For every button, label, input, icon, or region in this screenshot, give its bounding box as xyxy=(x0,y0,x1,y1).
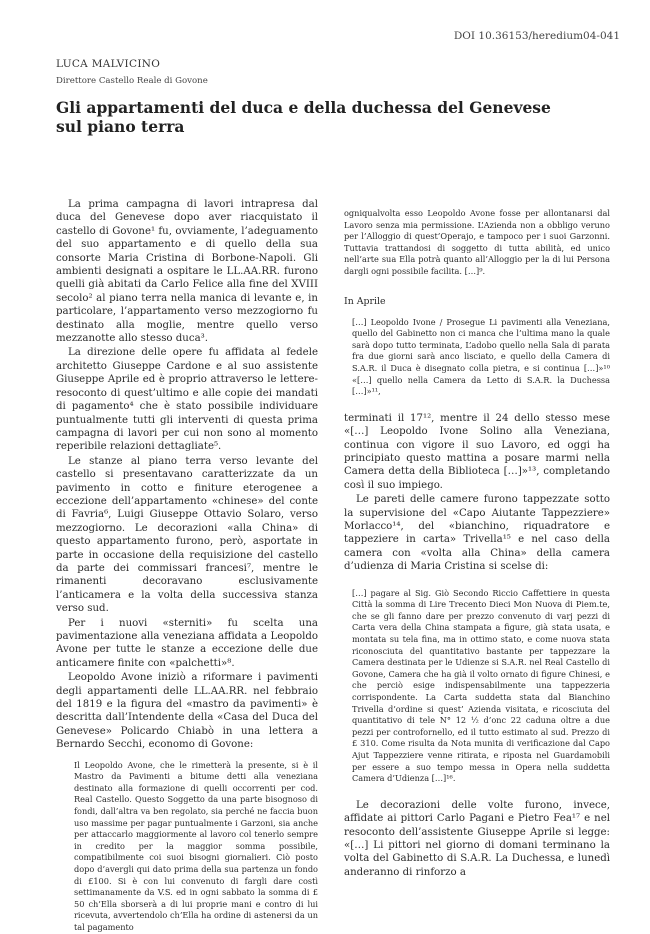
author-role: Direttore Castello Reale di Govone xyxy=(56,76,208,86)
paragraph-2: La direzione delle opere fu affidata al fedele architetto Giuseppe Cardone e al suo assistente Giuseppe Aprile ed è proprio attraverso le lettere-resoconto di quest’ultimo e alle copie dei mandati di pagamento⁴ che è stato possibile individuare puntualmente tutti gli interventi di questa prima campagna di lavori per cui non sono al momento reperibile relazioni dettagliate⁵. xyxy=(56,347,318,453)
paragraph-1: La prima campagna di lavori intrapresa dal duca del Genevese dopo aver riacquistato il castello di Govone¹ fu, ovviamente, l’adeguamento del suo appartamento e di quello della sua consorte Maria Cristina di Borbone-Napoli. Gli ambienti designati a ospitare le LL.AA.RR. furono quelli già abitati da Carlo Felice alla fine del XVIII secolo² al piano terra nella manica di levante e, in particolare, l’appartamento verso mezzogiorno fu destinato alla moglie, mentre quello verso mezzanotte allo stesso duca³. xyxy=(56,199,318,345)
block-quote-1-continued: ogniqualvolta esso Leopoldo Avone fosse per allontanarsi dal Lavoro senza mia permissione. L’Azienda non a obbligo veruno per l’Alloggio di quest’Operajo, e tampoco per i suoi Garzonni. Tuttavia trattandosi di soggetto di tutta abilità, ed unico nell’arte sua Ella potrà quanto all’Alloggio per la di lui Persona dargli ogni possibile facilita. […]⁹. xyxy=(344,208,610,276)
right-column xyxy=(344,208,610,879)
left-column xyxy=(56,198,318,934)
block-quote-1: Il Leopoldo Avone, che le rimetterà la presente, si è il Mastro da Pavimenti a bitume detti alla veneziana destinato alla formazione di quelli occorrenti per cod. Real Castello. Questo Soggetto da una parte bisognoso di fondi, dall’altra va ben regolato, sia perché ne faccia buon uso massime per pagar puntualmente i Garzoni, sia anche per attaccarlo maggiormente al lavoro col tenerlo sempre in credito per la maggior somma possibile, compatibilmente coi suoi bisogni giornalieri. Ciò posto dopo d’avergli qui dato prima della sua partenza un fondo di £100. Si è con lui convenuto di fargli dare costì settimanamente da V.S. ed in ogni sabbato la somma di £ 50 ch’Ella sborserà a di lui proprie mani e contro di lui ricevuta, avvertendolo ch’Ella ha ordine di astenersi da un tal pagamento xyxy=(74,759,318,932)
doi-label: DOI 10.36153/heredium04-041 xyxy=(453,30,620,42)
block-quote-3: […] pagare al Sig. Giò Secondo Riccio Caffettiere in questa Città la somma di Lire Trecento Dieci Mon Nuova di Piem.te, che se gli fanno dare per prezzo convenuto di varj pezzi di Carta vera della China stampata a figure, già stata usata, e montata su tela fina, ma in ottimo stato, e come nuova stata riconosciuta del quantitativo bastante per tappezzare la Camera destinata per le Udienze si S.A.R. nel Real Castello di Govone, Camera che ha già il volto ornato di figure Chinesi, e che perciò esige indispensabilmente una tappezzeria corrispondente. La Carta suddetta stata dal Bianchino Trivella d’ordine si quest’ Azienda visitata, e ricosciuta del quantitativo di tele N° 12 ½ d’onc 22 caduna oltre a due pezzi per controfornello, ed il tutto estimato al sud. Prezzo di £ 310. Come risulta da Nota munita di verificazione dal Capo Ajut Tappezziere venne ritirata, e riposta nel Guardamobili per essere a suo tempo messa in Opera nella suddetta Camera d’Udienza […]¹⁶. xyxy=(352,587,610,784)
paragraph-7: Le pareti delle camere furono tappezzate sotto la supervisione del «Capo Aiutante Tappezziere» Morlacco¹⁴, del «bianchino, riquadratore e tappeziere in carta» Trivella¹⁵ e nel caso della camera con «volta alla China» della camera d’udienza di Maria Cristina si scelse di: xyxy=(344,494,610,573)
paragraph-8: Le decorazioni delle volte furono, invece, affidate ai pittori Carlo Pagani e Pietro Fea¹⁷ e nel resoconto dell’assistente Giuseppe Aprile si legge: «[…] Li pittori nel giorno di domani terminano la volta del Gabinetto di S.A.R. La Duchessa, e lunedì anderanno di rinforzo a xyxy=(344,799,610,878)
paragraph-3: Le stanze al piano terra verso levante del castello si presentavano caratterizzate da un pavimento in cotto e finiture eterogenee a eccezione dell’appartamento «chinese» del conte di Favria⁶, Luigi Giuseppe Ottavio Solaro, verso mezzogiorno. Le decorazioni «alla China» di questo appartamento furono, però, asportate in parte in occasione della requisizione del castello da parte dei commissari francesi⁷, mentre le rimanenti decoravano esclusivamente l’anticamera e la volta della successiva stanza verso sud. xyxy=(56,455,318,615)
paragraph-4: Per i nuovi «sterniti» fu scelta una pavimentazione alla veneziana affidata a Leopoldo Avone per tutte le stanze a eccezione delle due anticamere finite con «palchetti»⁸. xyxy=(56,617,318,669)
month-heading: In Aprile xyxy=(344,295,386,307)
block-quote-2: […] Leopoldo Ivone / Prosegue Li pavimenti alla Veneziana, quello del Gabinetto non ci manca che l’ultima mano la quale sarà dopo tutto terminata, L’adobo quello nella Sala di parata fra due giorni sarà anco lisciato, e quello della Camera di S.A.R. il Duca è disegnato colla pietra, e si continua […]»¹⁰ «[…] quello nella Camera da Letto di S.A.R. la Duchessa […]»¹¹, xyxy=(352,316,610,397)
author-name: LUCA MALVICINO xyxy=(56,58,161,70)
article-title: Gli appartamenti del duca e della duchessa del Genevese sul piano terra xyxy=(56,98,551,136)
paragraph-6: terminati il 17¹², mentre il 24 dello stesso mese «[…] Leopoldo Ivone Solino alla Veneziana, continua con vigore il suo Lavoro, ed oggi ha principiato questo mattina a posare marmi nella Camera detta della Biblioteca […]»¹³, completando così il suo impiego. xyxy=(344,412,610,491)
paragraph-5: Leopoldo Avone iniziò a riformare i pavimenti degli appartamenti delle LL.AA.RR. nel febbraio del 1819 e la figura del «mastro da pavimenti» è descritta dall’Intendente della «Casa del Duca del Genevese» Policardo Chiabò in una lettera a Bernardo Secchi, economo di Govone: xyxy=(56,672,318,751)
